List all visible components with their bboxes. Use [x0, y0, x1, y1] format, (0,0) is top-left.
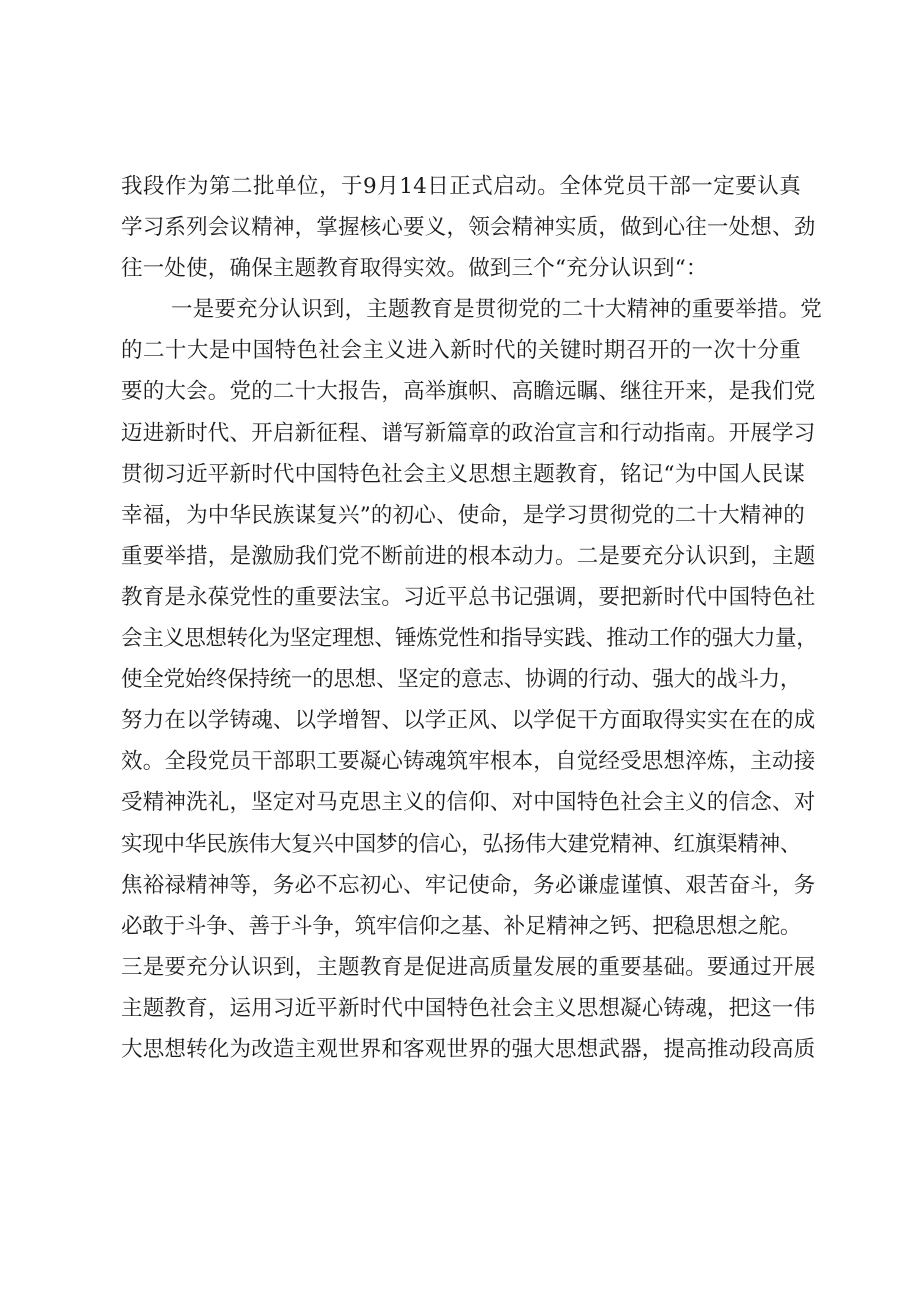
paragraph-2-line-8: 教育是永葆党性的重要法宝。习近平总书记强调，要把新时代中国特色社	[121, 584, 816, 610]
paragraph-2-line-4: 迈进新时代、开启新征程、谱写新篇章的政治宣言和行动指南。开展学习	[121, 420, 816, 446]
paragraph-2-line-5: 贯彻习近平新时代中国特色社会主义思想主题教育，铭记“为中国人民谋	[121, 461, 805, 487]
paragraph-2-line-13: 受精神洗礼，坚定对马克思主义的信仰、对中国特色社会主义的信念、对	[121, 790, 816, 816]
paragraph-2-line-19: 大思想转化为改造主观世界和客观世界的强大思想武器，提高推动段高质	[121, 1036, 816, 1062]
paragraph-1-line-1: 我段作为第二批单位，于9月14日正式启动。全体党员干部一定要认真	[121, 174, 801, 199]
paragraph-1-line-3: 往一处使，确保主题教育取得实效。做到三个“充分认识到“：	[121, 256, 708, 282]
paragraph-2-line-6: 幸福，为中华民族谋复兴”的初心、使命，是学习贯彻党的二十大精神的	[121, 502, 805, 528]
paragraph-2-line-16: 必敢于斗争、善于斗争，筑牢信仰之基、补足精神之钙、把稳思想之舵。	[121, 913, 801, 939]
paragraph-2-line-17: 三是要充分认识到，主题教育是促进高质量发展的重要基础。要通过开展	[121, 954, 816, 980]
paragraph-2-line-14: 实现中华民族伟大复兴中国梦的信心，弘扬伟大建党精神、红旗渠精神、	[121, 831, 801, 857]
paragraph-2-line-7: 重要举措，是激励我们党不断前进的根本动力。二是要充分认识到，主题	[121, 543, 816, 569]
paragraph-2-line-1: 一是要充分认识到，主题教育是贯彻党的二十大精神的重要举措。党	[171, 297, 823, 323]
paragraph-1-line-2: 学习系列会议精神，掌握核心要义，领会精神实质，做到心往一处想、劲	[121, 215, 816, 241]
paragraph-2-line-12: 效。全段党员干部职工要凝心铸魂筑牢根本，自觉经受思想淬炼，主动接	[121, 749, 816, 775]
paragraph-2-line-15: 焦裕禄精神等，务必不忘初心、牢记使命，务必谦虚谨慎、艰苦奋斗，务	[121, 872, 816, 898]
paragraph-2-line-10: 使全党始终保持统一的思想、坚定的意志、协调的行动、强大的战斗力，	[121, 667, 801, 693]
body-text	[121, 166, 823, 1070]
paragraph-2-line-3: 要的大会。党的二十大报告，高举旗帜、高瞻远瞩、继往开来，是我们党	[121, 379, 816, 405]
paragraph-2-line-18: 主题教育，运用习近平新时代中国特色社会主义思想凝心铸魂，把这一伟	[121, 995, 816, 1021]
paragraph-2-line-2: 的二十大是中国特色社会主义进入新时代的关键时期召开的一次十分重	[121, 338, 801, 364]
paragraph-2-line-9: 会主义思想转化为坚定理想、锤炼党性和指导实践、推动工作的强大力量，	[121, 626, 818, 652]
paragraph-2-line-11: 努力在以学铸魂、以学增智、以学正风、以学促干方面取得实实在在的成	[121, 708, 816, 734]
